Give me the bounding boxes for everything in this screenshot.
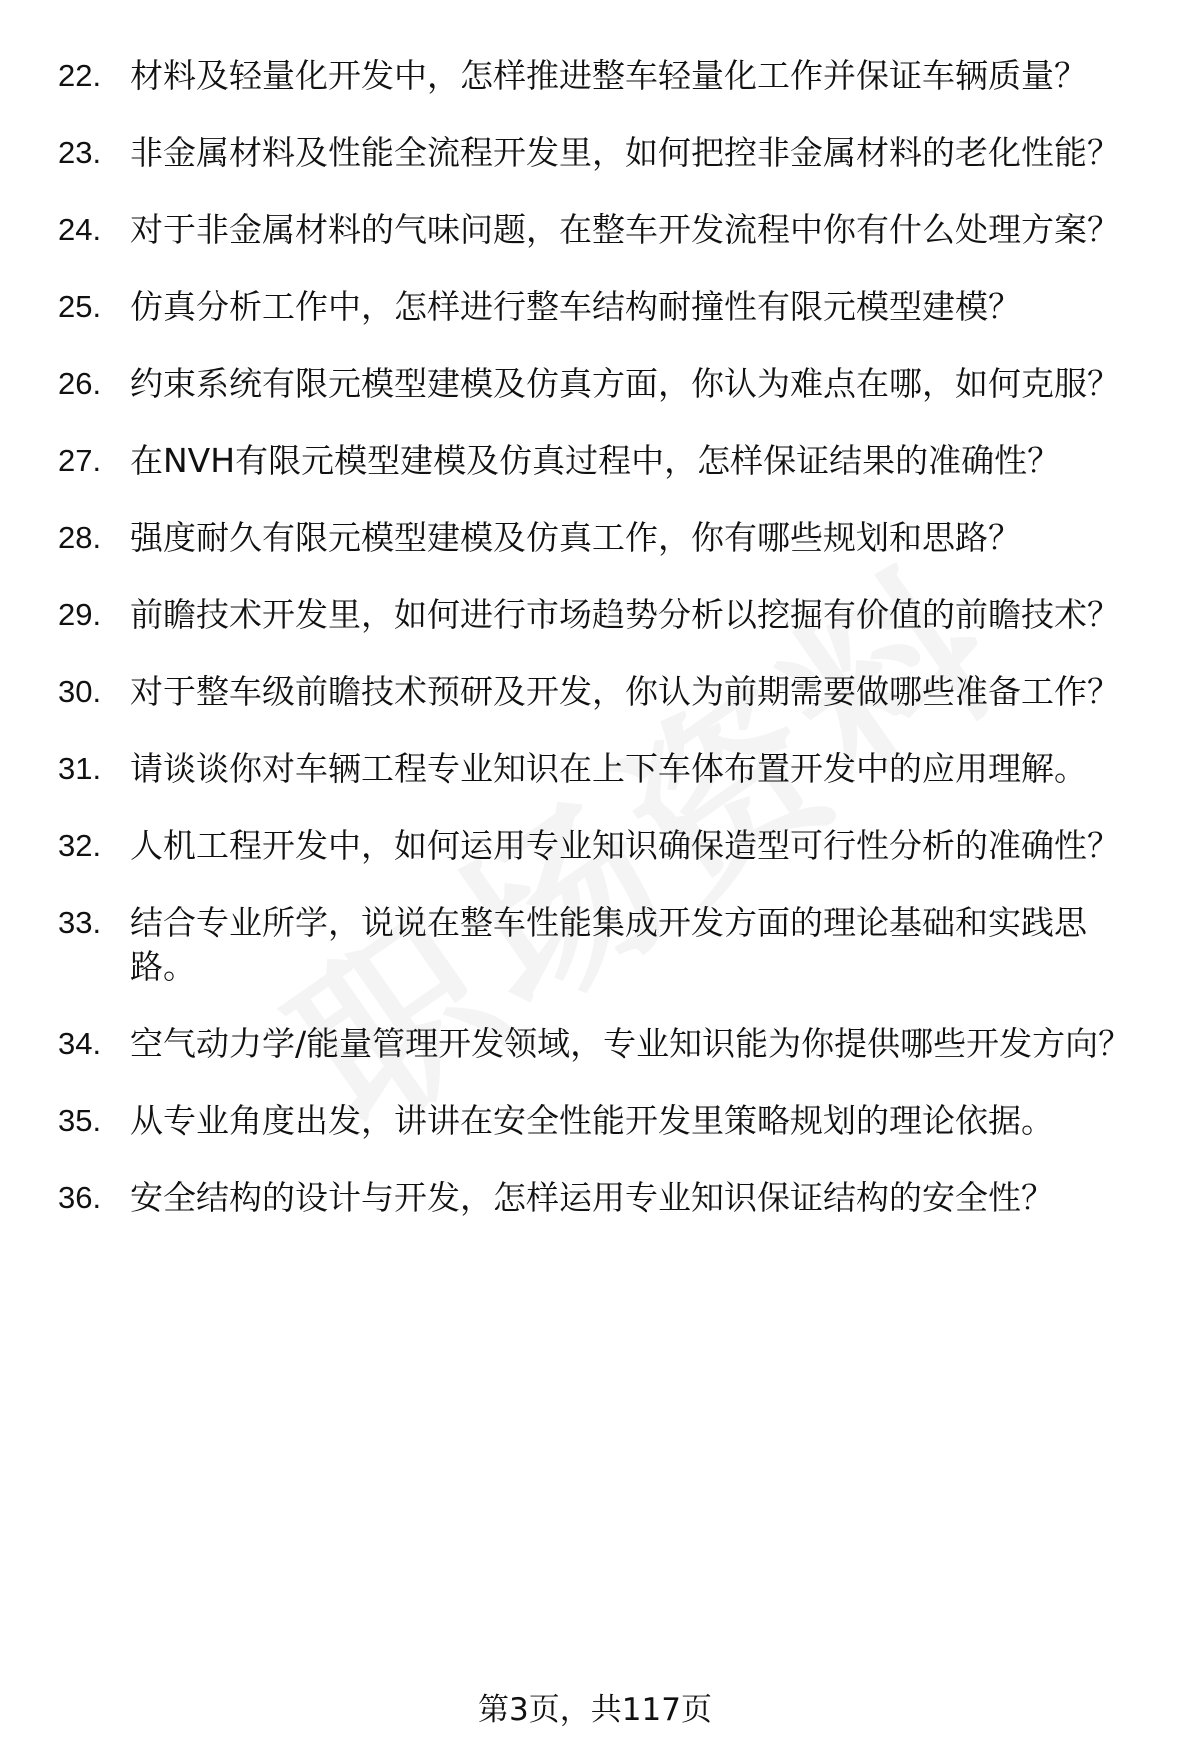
question-text: 对于非金属材料的气味问题，在整车开发流程中你有什么处理方案？ bbox=[130, 210, 1120, 249]
question-number: 28. bbox=[58, 520, 102, 555]
question-number: 25. bbox=[58, 289, 102, 324]
question-number: 26. bbox=[58, 366, 102, 401]
question-text: 约束系统有限元模型建模及仿真方面，你认为难点在哪，如何克服？ bbox=[130, 364, 1120, 403]
question-number: 34. bbox=[58, 1026, 102, 1061]
question-item bbox=[58, 131, 1148, 175]
question-text: 结合专业所学，说说在整车性能集成开发方面的理论基础和实践思路。 bbox=[130, 903, 1087, 986]
question-number: 22. bbox=[58, 58, 102, 93]
question-number: 36. bbox=[58, 1180, 102, 1215]
question-list bbox=[58, 54, 1148, 1253]
question-number: 32. bbox=[58, 828, 102, 863]
question-item bbox=[58, 285, 1148, 329]
question-item bbox=[58, 1176, 1148, 1220]
question-text: 在NVH有限元模型建模及仿真过程中，怎样保证结果的准确性？ bbox=[130, 441, 1061, 480]
question-item bbox=[58, 901, 1148, 989]
question-text: 安全结构的设计与开发，怎样运用专业知识保证结构的安全性？ bbox=[130, 1178, 1054, 1217]
question-number: 33. bbox=[58, 905, 102, 940]
question-item bbox=[58, 208, 1148, 252]
question-number: 29. bbox=[58, 597, 102, 632]
page-number: 第3页，共117页 bbox=[478, 1692, 712, 1728]
question-text: 请谈谈你对车辆工程专业知识在上下车体布置开发中的应用理解。 bbox=[130, 749, 1087, 788]
question-item bbox=[58, 54, 1148, 98]
question-item bbox=[58, 439, 1148, 483]
question-text: 前瞻技术开发里，如何进行市场趋势分析以挖掘有价值的前瞻技术？ bbox=[130, 595, 1120, 634]
question-text: 非金属材料及性能全流程开发里，如何把控非金属材料的老化性能？ bbox=[130, 133, 1120, 172]
question-item bbox=[58, 362, 1148, 406]
question-text: 人机工程开发中，如何运用专业知识确保造型可行性分析的准确性？ bbox=[130, 826, 1120, 865]
question-text: 材料及轻量化开发中，怎样推进整车轻量化工作并保证车辆质量？ bbox=[130, 56, 1087, 95]
question-item bbox=[58, 824, 1148, 868]
question-text: 对于整车级前瞻技术预研及开发，你认为前期需要做哪些准备工作？ bbox=[130, 672, 1120, 711]
question-number: 24. bbox=[58, 212, 102, 247]
question-number: 23. bbox=[58, 135, 102, 170]
question-item bbox=[58, 593, 1148, 637]
question-text: 空气动力学/能量管理开发领域，专业知识能为你提供哪些开发方向？ bbox=[130, 1024, 1132, 1063]
question-number: 35. bbox=[58, 1103, 102, 1138]
question-item bbox=[58, 670, 1148, 714]
question-item bbox=[58, 1099, 1148, 1143]
question-number: 30. bbox=[58, 674, 102, 709]
question-text: 从专业角度出发，讲讲在安全性能开发里策略规划的理论依据。 bbox=[130, 1101, 1054, 1140]
question-number: 31. bbox=[58, 751, 102, 786]
question-text: 仿真分析工作中，怎样进行整车结构耐撞性有限元模型建模？ bbox=[130, 287, 1021, 326]
question-item bbox=[58, 1022, 1148, 1066]
question-text: 强度耐久有限元模型建模及仿真工作，你有哪些规划和思路？ bbox=[130, 518, 1021, 557]
question-item bbox=[58, 747, 1148, 791]
question-number: 27. bbox=[58, 443, 102, 478]
question-item bbox=[58, 516, 1148, 560]
